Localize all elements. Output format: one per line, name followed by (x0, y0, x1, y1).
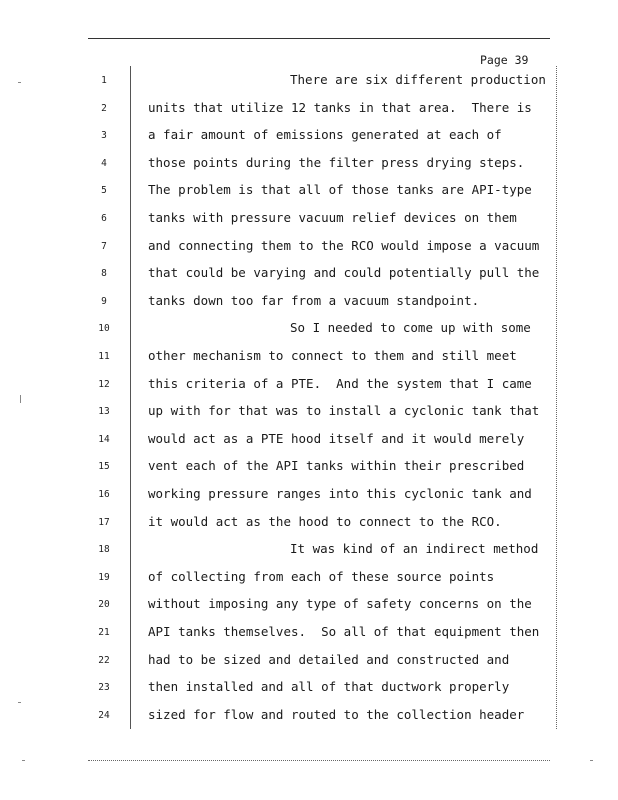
scan-speck (20, 395, 21, 403)
line-number: 16 (98, 489, 110, 500)
transcript-line: tanks with pressure vacuum relief devices on them (148, 210, 517, 225)
bottom-rule (88, 760, 550, 761)
line-number: 8 (101, 268, 107, 280)
transcript-line: tanks down too far from a vacuum standpoint. (148, 292, 480, 308)
line-number: 11 (98, 351, 110, 362)
transcript-line: The problem is that all of those tanks are API-type (148, 182, 532, 198)
transcript-line: working pressure ranges into this cyclonic tank and (148, 486, 532, 501)
line-number: 17 (98, 516, 110, 528)
transcript-line: vent each of the API tanks within their prescribed (148, 458, 525, 474)
scan-speck (18, 82, 21, 83)
line-number: 22 (98, 654, 110, 666)
line-number: 7 (101, 240, 107, 252)
line-number: 13 (98, 406, 110, 418)
transcript-line: other mechanism to connect to them and still meet (148, 348, 517, 363)
line-number: 6 (101, 213, 107, 224)
line-number: 9 (101, 295, 107, 307)
transcript-line: units that utilize 12 tanks in that area. There is (148, 99, 532, 115)
transcript-line: So I needed to come up with some (290, 320, 531, 336)
transcript-line: It was kind of an indirect method (290, 541, 539, 557)
transcript-line: had to be sized and detailed and constructed and (148, 651, 510, 667)
top-rule (88, 38, 550, 39)
transcript-line: API tanks themselves. So all of that equipment then (148, 624, 540, 639)
line-number: 14 (98, 433, 110, 445)
left-margin-rule (130, 66, 131, 729)
transcript-line: of collecting from each of these source points (148, 568, 495, 584)
transcript-line: those points during the filter press drying steps. (148, 154, 525, 170)
transcript-line: then installed and all of that ductwork properly (148, 679, 510, 695)
line-number: 19 (98, 571, 110, 583)
scan-speck (590, 760, 593, 761)
scan-speck (22, 760, 25, 761)
line-number: 18 (98, 544, 110, 556)
line-number: 3 (101, 130, 107, 142)
transcript-line: a fair amount of emissions generated at each of (148, 127, 502, 143)
line-number: 12 (98, 378, 110, 390)
line-number: 24 (98, 709, 110, 721)
transcript-line: without imposing any type of safety concerns on the (148, 596, 532, 612)
line-number: 15 (98, 461, 110, 473)
line-number: 23 (98, 682, 110, 694)
line-number: 21 (98, 627, 110, 638)
line-number: 2 (101, 102, 107, 114)
line-number: 4 (101, 157, 107, 169)
transcript-line: that could be varying and could potentially pull the (148, 265, 540, 281)
line-number: 20 (98, 599, 110, 611)
scan-speck (18, 702, 21, 703)
transcript-line: sized for flow and routed to the collection header (148, 706, 525, 722)
transcript-line: There are six different production (290, 72, 546, 87)
transcript-line: would act as a PTE hood itself and it would merely (148, 430, 525, 446)
transcript-line: and connecting them to the RCO would impose a vacuum (148, 237, 540, 253)
page-number: Page 39 (480, 53, 529, 67)
transcript-line: this criteria of a PTE. And the system that I came (148, 375, 532, 391)
transcript-line: it would act as the hood to connect to the RCO. (148, 513, 502, 529)
transcript-line: up with for that was to install a cyclonic tank that (148, 403, 540, 419)
line-number: 10 (98, 323, 110, 335)
line-number: 1 (101, 75, 107, 86)
line-number: 5 (101, 185, 107, 197)
